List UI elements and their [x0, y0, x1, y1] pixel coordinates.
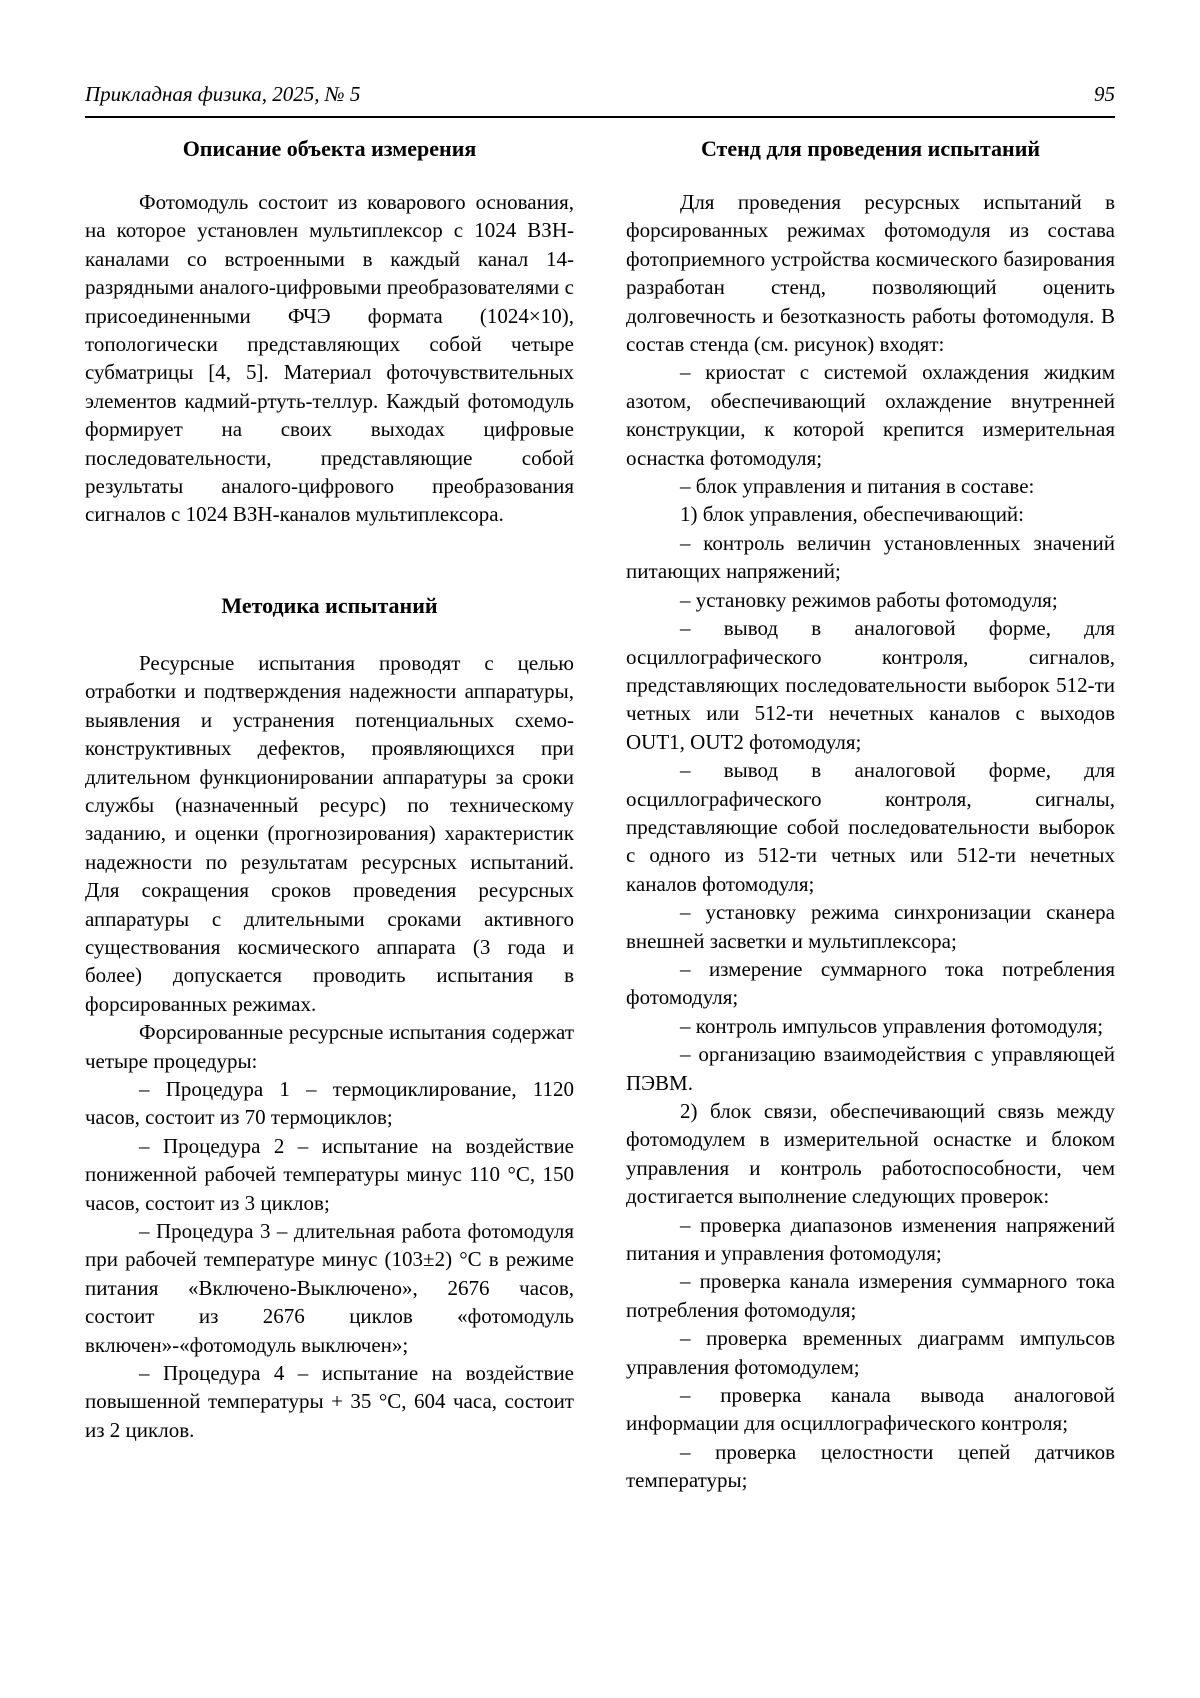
- paragraph: 1) блок управления, обеспечивающий:: [680, 502, 1025, 527]
- paragraph: – криостат с системой охлаждения жидким азотом, обеспечивающий охлаждение внутренней конструкции, к которой крепится измерительная оснастка фотомодуля;: [626, 360, 1115, 470]
- content-columns: [85, 136, 1115, 1495]
- paragraph: – Процедура 3 – длительная работа фотомодуля при рабочей температуре минус (103±2) °С в режиме питания «Включено-Выключено», 2676 часов, состоит из 2676 циклов «фотомодуль включен»-«фотомодуль выключен»;: [85, 1219, 574, 1357]
- paragraph: – установку режима синхронизации сканера внешней засветки и мультиплексора;: [626, 900, 1115, 953]
- paragraph: – установку режимов работы фотомодуля;: [680, 587, 1058, 612]
- paragraph: – проверка канала измерения суммарного тока потребления фотомодуля;: [626, 1269, 1115, 1322]
- paragraph: – организацию взаимодействия с управляющей ПЭВМ.: [626, 1042, 1115, 1095]
- paragraph: Фотомодуль состоит из коварового основания, на которое установлен мультиплексор с 1024 ВЗН-каналами со встроенными в каждый канал 14-разрядными аналого-цифровыми преобразователями с присоединенными ФЧЭ формата (1024×10), топологически представляющих собой четыре субматрицы [4, 5]. Материал фоточувствительных элементов кадмий-ртуть-теллур. Каждый фотомодуль формирует на своих выходах цифровые последовательности, представляющие собой результаты аналого-цифрового преобразования сигналов с 1024 ВЗН-каналов мультиплексора.: [85, 190, 574, 527]
- section-heading: Описание объекта измерения: [182, 136, 477, 161]
- paragraph: – блок управления и питания в составе:: [680, 474, 1035, 499]
- journal-title: Прикладная физика, 2025, № 5: [85, 82, 361, 106]
- paragraph: Ресурсные испытания проводят с целью отработки и подтверждения надежности аппаратуры, выявления и устранения потенциальных схемо-конструктивных дефектов, проявляющихся при длительном функционировании аппаратуры за сроки службы (назначенный ресурс) по техническому заданию, и оценки (прогнозирования) характеристик надежности по результатам ресурсных испытаний. Для сокращения сроков проведения ресурсных аппаратуры с длительными сроками активного существования космического аппарата (3 года и более) допускается проводить испытания в форсированных режимах.: [85, 650, 574, 1016]
- header-divider: [85, 116, 1115, 118]
- paragraph: – проверка диапазонов изменения напряжений питания и управления фотомодуля;: [626, 1212, 1115, 1266]
- section-heading: Стенд для проведения испытаний: [700, 136, 1041, 161]
- paragraph: – проверка целостности цепей датчиков температуры;: [626, 1439, 1115, 1493]
- paragraph: – вывод в аналоговой форме, для осциллографического контроля, сигналов, представляющих последовательности выборок 512-ти четных или 512-ти нечетных каналов с выходов OUT1, OUT2 фотомодуля;: [626, 616, 1115, 754]
- paragraph: 2) блок связи, обеспечивающий связь между фотомодулем в измерительной оснастке и блоком управления и контроль работоспособности, чем достигается выполнение следующих проверок:: [626, 1099, 1115, 1209]
- page-number: 95: [1094, 82, 1115, 106]
- paragraph: – проверка временных диаграмм импульсов управления фотомодулем;: [626, 1326, 1115, 1379]
- paragraph: Для проведения ресурсных испытаний в форсированных режимах фотомодуля из состава фотоприемного устройства космического базирования разработан стенд, позволяющий оценить долговечность и безотказность работы фотомодуля. В состав стенда (см. рисунок) входят:: [626, 190, 1115, 357]
- paragraph: – контроль импульсов управления фотомодуля;: [680, 1013, 1104, 1038]
- paragraph: Форсированные ресурсные испытания содержат четыре процедуры:: [85, 1020, 574, 1073]
- paragraph: – контроль величин установленных значений питающих напряжений;: [626, 530, 1115, 584]
- column-right: [626, 136, 1115, 1495]
- running-header: [85, 82, 1115, 106]
- paragraph: – вывод в аналоговой форме, для осциллографического контроля, сигналы, представляющие собой последовательности выборок с одного из 512-ти четных или 512-ти нечетных каналов фотомодуля;: [626, 758, 1115, 896]
- paragraph: – Процедура 2 – испытание на воздействие пониженной рабочей температуры минус 110 °С, 150 часов, состоит из 3 циклов;: [85, 1133, 574, 1215]
- paragraph: – Процедура 1 – термоциклирование, 1120 часов, состоит из 70 термоциклов;: [85, 1076, 574, 1130]
- section-heading: Методика испытаний: [221, 592, 438, 618]
- paragraph: – Процедура 4 – испытание на воздействие повышенной температуры + 35 °С, 604 часа, состоит из 2 циклов.: [85, 1361, 574, 1442]
- column-left: [85, 136, 574, 1495]
- paragraph: – проверка канала вывода аналоговой информации для осциллографического контроля;: [626, 1383, 1115, 1436]
- paragraph: – измерение суммарного тока потребления фотомодуля;: [626, 956, 1115, 1010]
